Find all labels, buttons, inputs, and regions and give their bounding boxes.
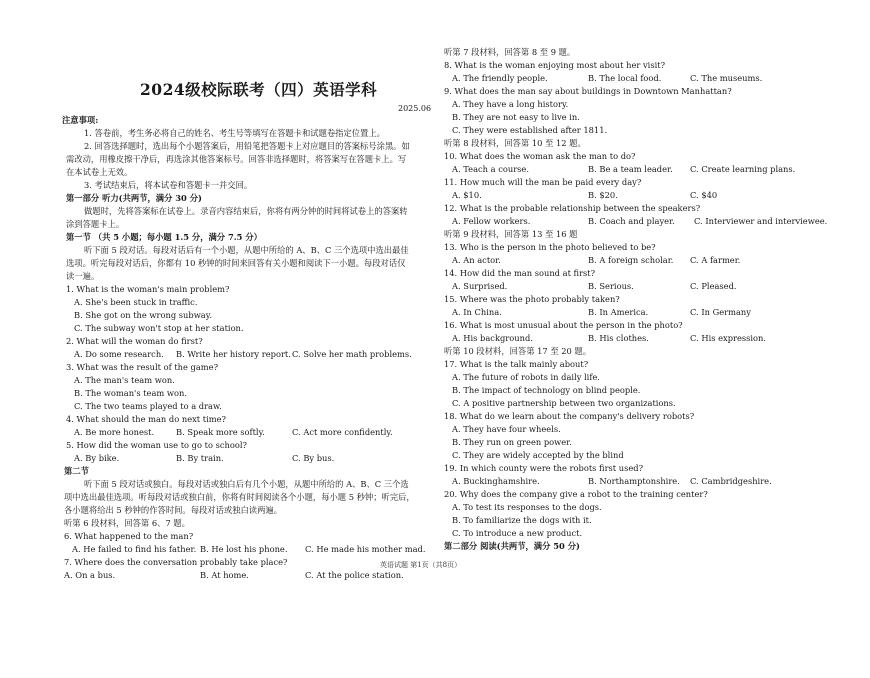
notes-heading: 注意事项: bbox=[62, 115, 99, 125]
question-7-option-c: C. At the police station. bbox=[305, 570, 404, 580]
material-8-heading: 听第 8 段材料，回答第 10 至 12 题。 bbox=[444, 138, 586, 148]
question-11-option-c: C. $40 bbox=[690, 190, 718, 200]
question-5-stem: 5. How did the woman use to go to school? bbox=[66, 440, 247, 450]
question-13-option-a: A. An actor. bbox=[452, 255, 501, 265]
question-1-option-b: B. She got on the wrong subway. bbox=[74, 310, 212, 320]
question-17-option-b: B. The impact of technology on blind people. bbox=[452, 385, 641, 395]
question-5-options bbox=[74, 453, 434, 463]
question-6-stem: 6. What happened to the man? bbox=[64, 531, 194, 541]
part1-intro-line: 做题时，先将答案标在试卷上。录音内容结束后，你将有两分钟的时间将试卷上的答案转 bbox=[84, 206, 408, 216]
question-9-option-a: A. They have a long history. bbox=[452, 99, 569, 109]
material-6-heading: 听第 6 段材料，回答第 6、7 题。 bbox=[64, 518, 190, 528]
question-3-stem: 3. What was the result of the game? bbox=[66, 362, 219, 372]
question-20-option-a: A. To test its responses to the dogs. bbox=[452, 502, 602, 512]
question-20-stem: 20. Why does the company give a robot to the training center? bbox=[444, 489, 708, 499]
question-9-option-b: B. They are not easy to live in. bbox=[452, 112, 580, 122]
material-7-heading: 听第 7 段材料，回答第 8 至 9 题。 bbox=[444, 47, 576, 57]
question-15-stem: 15. Where was the photo probably taken? bbox=[444, 294, 620, 304]
question-8-stem: 8. What is the woman enjoying most about her visit? bbox=[444, 60, 666, 70]
question-17-option-a: A. The future of robots in daily life. bbox=[452, 372, 600, 382]
question-3-option-b: B. The woman's team won. bbox=[74, 388, 188, 398]
question-13-stem: 13. Who is the person in the photo believed to be? bbox=[444, 242, 656, 252]
question-10-stem: 10. What does the woman ask the man to do? bbox=[444, 151, 636, 161]
question-11-option-a: A. $10. bbox=[452, 190, 482, 200]
question-10-option-b: B. Be a team leader. bbox=[588, 164, 673, 174]
note-line: 在本试卷上无效。 bbox=[66, 167, 133, 177]
question-6-option-c: C. He made his mother mad. bbox=[305, 544, 426, 554]
question-15-option-c: C. In Germany bbox=[690, 307, 751, 317]
question-7-options bbox=[64, 570, 434, 580]
exam-date: 2025.06 bbox=[398, 104, 432, 113]
question-19-stem: 19. In which county were the robots first used? bbox=[444, 463, 644, 473]
question-13-options bbox=[452, 255, 844, 265]
question-2-stem: 2. What will the woman do first? bbox=[66, 336, 203, 346]
question-2-option-c: C. Solve her math problems. bbox=[292, 349, 412, 359]
question-8-option-a: A. The friendly people. bbox=[452, 73, 548, 83]
question-4-stem: 4. What should the man do next time? bbox=[66, 414, 226, 424]
question-16-options bbox=[452, 333, 844, 343]
question-10-option-a: A. Teach a course. bbox=[452, 164, 529, 174]
question-3-option-c: C. The two teams played to a draw. bbox=[74, 401, 222, 411]
question-1-option-a: A. She's been stuck in traffic. bbox=[74, 297, 198, 307]
question-18-stem: 18. What do we learn about the company's delivery robots? bbox=[444, 411, 695, 421]
question-2-options bbox=[74, 349, 434, 359]
question-2-option-a: A. Do some research. bbox=[74, 349, 164, 359]
question-11-stem: 11. How much will the man be paid every day? bbox=[444, 177, 642, 187]
question-16-option-c: C. His expression. bbox=[690, 333, 767, 343]
section2-intro-line: 项中选出最佳选项。听每段对话或独白前，你将有时间阅读各个小题，每小题 5 秒钟；听完后， bbox=[64, 492, 415, 502]
material-10-heading: 听第 10 段材料，回答第 17 至 20 题。 bbox=[444, 346, 592, 356]
question-14-option-b: B. Serious. bbox=[588, 281, 634, 291]
question-19-option-b: B. Northamptonshire. bbox=[588, 476, 680, 486]
question-16-option-b: B. His clothes. bbox=[588, 333, 649, 343]
question-18-option-a: A. They have four wheels. bbox=[452, 424, 561, 434]
material-9-heading: 听第 9 段材料，回答第 13 至 16 题 bbox=[444, 229, 578, 239]
question-17-stem: 17. What is the talk mainly about? bbox=[444, 359, 589, 369]
question-1-option-c: C. The subway won't stop at her station. bbox=[74, 323, 244, 333]
question-10-options bbox=[452, 164, 844, 174]
note-line: 需改动，用橡皮擦干净后，再选涂其他答案标号。回答非选择题时，将答案写在答题卡上。写 bbox=[66, 154, 407, 164]
note-line: 1. 答卷前，考生务必将自己的姓名、考生号等填写在答题卡和试题卷指定位置上。 bbox=[84, 128, 385, 138]
question-4-option-b: B. Speak more softly. bbox=[176, 427, 265, 437]
question-19-options bbox=[452, 476, 844, 486]
question-15-option-b: B. In America. bbox=[588, 307, 649, 317]
question-13-option-c: C. A farmer. bbox=[690, 255, 741, 265]
question-16-stem: 16. What is most unusual about the person in the photo? bbox=[444, 320, 683, 330]
question-6-option-b: B. He lost his phone. bbox=[200, 544, 288, 554]
question-14-option-a: A. Surprised. bbox=[452, 281, 508, 291]
part1-heading: 第一部分 听力(共两节，满分 30 分) bbox=[66, 193, 202, 203]
question-5-option-c: C. By bus. bbox=[292, 453, 335, 463]
section2-heading: 第二节 bbox=[64, 466, 89, 476]
question-14-stem: 14. How did the man sound at first? bbox=[444, 268, 596, 278]
section2-intro-line: 听下面 5 段对话或独白。每段对话或独白后有几个小题，从题中所给的 A、B、C 三个选 bbox=[84, 479, 409, 489]
question-14-option-c: C. Pleased. bbox=[690, 281, 737, 291]
question-20-option-c: C. To introduce a new product. bbox=[452, 528, 583, 538]
exam-title: 2024级校际联考（四）英语学科 bbox=[140, 80, 378, 99]
question-7-option-a: A. On a bus. bbox=[64, 570, 116, 580]
question-18-option-b: B. They run on green power. bbox=[452, 437, 572, 447]
question-9-option-c: C. They were established after 1811. bbox=[452, 125, 608, 135]
question-15-option-a: A. In China. bbox=[452, 307, 502, 317]
question-18-option-c: C. They are widely accepted by the blind bbox=[452, 450, 624, 460]
question-13-option-b: B. A foreign scholar. bbox=[588, 255, 674, 265]
question-9-stem: 9. What does the man say about buildings in Downtown Manhattan? bbox=[444, 86, 732, 96]
question-19-option-c: C. Cambridgeshire. bbox=[690, 476, 772, 486]
section2-intro-line: 各小题将给出 5 秒钟的作答时间。每段对话或独白读两遍。 bbox=[64, 505, 282, 515]
question-2-option-b: B. Write her history report. bbox=[176, 349, 291, 359]
question-4-option-c: C. Act more confidently. bbox=[292, 427, 393, 437]
question-12-options bbox=[452, 216, 844, 226]
question-7-stem: 7. Where does the conversation probably take place? bbox=[64, 557, 288, 567]
question-12-option-b: B. Coach and player. bbox=[588, 216, 675, 226]
question-5-option-a: A. By bike. bbox=[74, 453, 120, 463]
question-6-option-a: A. He failed to find his father. bbox=[72, 544, 197, 554]
part2-heading: 第二部分 阅读(共两节，满分 50 分) bbox=[444, 541, 580, 551]
part1-intro-line: 涂到答题卡上。 bbox=[66, 219, 125, 229]
question-20-option-b: B. To familiarize the dogs with it. bbox=[452, 515, 592, 525]
section1-intro-line: 选项。听完每段对话后，你都有 10 秒钟的时间来回答有关小题和阅读下一小题。每段对话仅 bbox=[66, 258, 406, 268]
question-19-option-a: A. Buckinghamshire. bbox=[452, 476, 540, 486]
question-11-option-b: B. $20. bbox=[588, 190, 618, 200]
question-12-stem: 12. What is the probable relationship between the speakers? bbox=[444, 203, 701, 213]
page-footer: 英语试题 第1页（共8页） bbox=[380, 561, 462, 569]
note-line: 3. 考试结束后，将本试卷和答题卡一并交回。 bbox=[84, 180, 253, 190]
section1-intro-line: 读一遍。 bbox=[66, 271, 100, 281]
question-17-option-c: C. A positive partnership between two organizations. bbox=[452, 398, 676, 408]
question-6-options bbox=[72, 544, 434, 554]
question-14-options bbox=[452, 281, 844, 291]
question-8-options bbox=[452, 73, 844, 83]
question-8-option-c: C. The museums. bbox=[690, 73, 763, 83]
question-12-option-a: A. Fellow workers. bbox=[452, 216, 531, 226]
question-12-option-c: C. Interviewer and interviewee. bbox=[694, 216, 828, 226]
section1-heading: 第一节 （共 5 小题；每小题 1.5 分，满分 7.5 分） bbox=[66, 232, 262, 242]
question-3-option-a: A. The man's team won. bbox=[74, 375, 175, 385]
section1-intro-line: 听下面 5 段对话。每段对话后有一个小题，从题中所给的 A、B、C 三个选项中选出最佳 bbox=[84, 245, 409, 255]
question-5-option-b: B. By train. bbox=[176, 453, 224, 463]
question-8-option-b: B. The local food. bbox=[588, 73, 662, 83]
question-7-option-b: B. At home. bbox=[200, 570, 249, 580]
question-10-option-c: C. Create learning plans. bbox=[690, 164, 796, 174]
note-line: 2. 回答选择题时，选出每个小题答案后，用铅笔把答题卡上对应题目的答案标号涂黑。如 bbox=[84, 141, 410, 151]
question-11-options bbox=[452, 190, 844, 200]
question-15-options bbox=[452, 307, 844, 317]
question-4-option-a: A. Be more honest. bbox=[74, 427, 155, 437]
question-1-stem: 1. What is the woman's main problem? bbox=[66, 284, 230, 294]
question-4-options bbox=[74, 427, 434, 437]
question-16-option-a: A. His background. bbox=[452, 333, 533, 343]
